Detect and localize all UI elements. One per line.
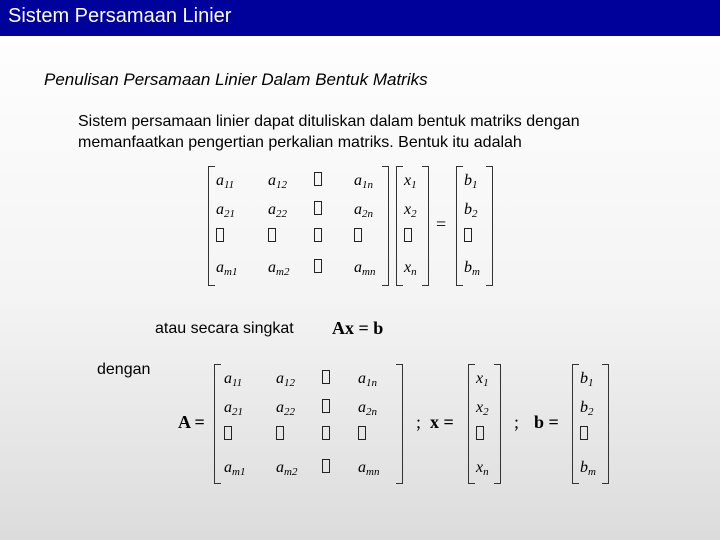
matrix-a-cell-subscript: 22 [284,406,295,418]
ellipsis-box-glyph [314,172,322,186]
matrix-a-expanded-cell-subscript: mn [362,266,376,278]
vector-b-expanded-left-bracket [456,166,463,286]
matrix-a-cell [322,459,330,477]
matrix-a-expanded-cell-subscript: m1 [224,266,238,278]
vector-x-cell-base: x [476,399,484,416]
matrix-a-expanded-cell-base: a [268,259,276,276]
matrix-a-expanded-cell-subscript: 21 [224,208,235,220]
vector-b-expanded-cell [464,201,478,220]
matrix-a-cell [322,370,330,388]
vector-x-expanded-cell-base: x [404,259,412,276]
matrix-a-cell [276,370,295,389]
matrix-a-expanded-cell-base: a [216,259,224,276]
separator-1: ; [416,412,422,432]
matrix-a-expanded-cell [314,259,322,277]
ellipsis-box-glyph [404,228,412,242]
matrix-a-cell-base: a [358,459,366,476]
vector-b-expanded-right-bracket [486,166,493,286]
short-form-label: atau secara singkat [155,320,294,337]
matrix-a-expanded-cell [216,259,237,278]
ellipsis-box-glyph [268,228,276,242]
matrix-a-expanded-left-bracket [208,166,215,286]
matrix-a-cell [276,426,284,444]
vector-b-cell [580,399,594,418]
matrix-a-expanded-cell-base: a [354,172,362,189]
vector-b-cell-base: b [580,370,588,387]
matrix-a-expanded-right-bracket [382,166,389,286]
matrix-a-cell-base: a [224,399,232,416]
matrix-a-cell [322,426,330,444]
vector-x-cell-base: x [476,459,484,476]
matrix-a-expanded-cell-base: a [354,259,362,276]
vector-x-expanded-cell-subscript: n [411,266,417,278]
ellipsis-box-glyph [216,228,224,242]
matrix-a-expanded-cell [216,228,224,246]
matrix-a-expanded-cell-subscript: m2 [276,266,290,278]
vector-x-cell-subscript: 1 [483,377,489,389]
vector-x-cell [476,426,484,444]
matrix-a-cell [276,399,295,418]
matrix-a-expanded-cell-subscript: 11 [224,179,235,191]
vector-x-expanded-cell-subscript: 2 [411,208,417,220]
ellipsis-box-glyph [314,201,322,215]
matrix-a-expanded-cell-subscript: 12 [276,179,287,191]
matrix-a-expanded-cell-base: a [268,201,276,218]
matrix-a-cell-base: a [358,399,366,416]
matrix-a-expanded-cell [268,228,276,246]
matrix-a-cell [224,399,243,418]
vector-x-expanded-cell-base: x [404,201,412,218]
vector-b-cell-base: b [580,459,588,476]
matrix-a-cell [224,426,232,444]
b-label: b = [534,412,559,432]
vector-b-expanded-cell [464,172,478,191]
matrix-a-expanded-cell-base: a [268,172,276,189]
matrix-a-cell-subscript: 1n [366,377,377,389]
matrix-a-cell-subscript: 2n [366,406,377,418]
matrix-a-expanded-cell [216,172,234,191]
matrix-a-cell-base: a [224,370,232,387]
ellipsis-box-glyph [322,370,330,384]
vector-b-cell [580,370,594,389]
ellipsis-box-glyph [224,426,232,440]
vector-b-cell [580,459,596,478]
vector-x-expanded-cell [404,259,417,278]
ellipsis-box-glyph [580,426,588,440]
vector-b-cell-subscript: 2 [588,406,594,418]
matrix-a-cell [224,370,242,389]
vector-x-left-bracket [468,364,475,484]
vector-x-cell [476,459,489,478]
matrix-a-expanded-cell-subscript: 1n [362,179,373,191]
matrix-a-left-bracket [214,364,221,484]
a-label: A = [178,412,205,432]
short-form-formula: Ax = b [332,318,384,338]
matrix-a-cell [358,370,377,389]
matrix-a-expanded-cell [354,228,362,246]
matrix-a-expanded-cell [354,172,373,191]
vector-b-right-bracket [602,364,609,484]
matrix-a-expanded-cell-subscript: 2n [362,208,373,220]
vector-b-cell-base: b [580,399,588,416]
matrix-a-cell-subscript: 12 [284,377,295,389]
vector-x-cell-subscript: n [483,466,489,478]
dengan-label: dengan [97,361,151,378]
intro-paragraph: Sistem persamaan linier dapat dituliskan dalam bentuk matriks dengan memanfaatkan pengertian perkalian matriks. Bentuk itu adalah [78,113,580,151]
vector-x-expanded-cell-subscript: 1 [411,179,417,191]
matrix-a-cell [276,459,297,478]
ellipsis-box-glyph [464,228,472,242]
vector-b-cell-subscript: m [588,466,596,478]
vector-b-expanded-cell [464,228,472,246]
matrix-a-cell [224,459,245,478]
ellipsis-box-glyph [476,426,484,440]
ellipsis-box-glyph [276,426,284,440]
vector-b-expanded-cell-base: b [464,172,472,189]
vector-b-expanded-cell-subscript: m [472,266,480,278]
ellipsis-box-glyph [322,426,330,440]
vector-x-expanded-cell [404,172,417,191]
ellipsis-box-glyph [322,459,330,473]
matrix-a-expanded-cell [354,259,375,278]
vector-b-expanded-cell-base: b [464,259,472,276]
matrix-a-expanded-cell-base: a [354,201,362,218]
section-subtitle: Penulisan Persamaan Linier Dalam Bentuk Matriks [44,70,428,89]
matrix-a-cell-base: a [276,370,284,387]
slide-title: Sistem Persamaan Linier [8,5,232,27]
vector-x-expanded-cell [404,228,412,246]
matrix-a-cell-subscript: mn [366,466,380,478]
matrix-a-cell-subscript: 21 [232,406,243,418]
matrix-a-cell-base: a [224,459,232,476]
matrix-a-right-bracket [396,364,403,484]
vector-x-right-bracket [494,364,501,484]
matrix-a-cell-base: a [276,399,284,416]
matrix-a-expanded-cell [314,201,322,219]
matrix-a-expanded-cell-base: a [216,201,224,218]
matrix-a-expanded-cell [268,201,287,220]
vector-x-expanded-left-bracket [396,166,403,286]
matrix-a-cell [358,426,366,444]
matrix-a-expanded-cell-subscript: 22 [276,208,287,220]
matrix-a-cell-subscript: 11 [232,377,243,389]
vector-b-left-bracket [572,364,579,484]
matrix-a-cell [322,399,330,417]
matrix-a-cell [358,459,379,478]
matrix-a-expanded-cell [268,172,287,191]
matrix-a-cell-base: a [358,370,366,387]
vector-x-cell-base: x [476,370,484,387]
ellipsis-box-glyph [322,399,330,413]
ellipsis-box-glyph [314,228,322,242]
vector-x-expanded-cell [404,201,417,220]
vector-b-expanded-cell-base: b [464,201,472,218]
vector-x-cell [476,399,489,418]
vector-x-cell-subscript: 2 [483,406,489,418]
matrix-a-cell [358,399,377,418]
equals-sign: = [436,214,447,234]
matrix-a-expanded-cell [216,201,235,220]
vector-x-cell [476,370,489,389]
matrix-a-expanded-cell [314,228,322,246]
matrix-a-cell-base: a [276,459,284,476]
matrix-a-cell-subscript: m1 [232,466,246,478]
ellipsis-box-glyph [314,259,322,273]
vector-x-expanded-right-bracket [422,166,429,286]
x-label: x = [430,412,454,432]
vector-b-cell [580,426,588,444]
ellipsis-box-glyph [358,426,366,440]
vector-b-cell-subscript: 1 [588,377,594,389]
separator-2: ; [514,412,520,432]
matrix-a-expanded-cell [354,201,373,220]
vector-b-expanded-cell-subscript: 1 [472,179,478,191]
title-bar [0,0,720,36]
vector-b-expanded-cell [464,259,480,278]
vector-x-expanded-cell-base: x [404,172,412,189]
ellipsis-box-glyph [354,228,362,242]
matrix-a-expanded-cell [314,172,322,190]
vector-b-expanded-cell-subscript: 2 [472,208,478,220]
matrix-a-cell-subscript: m2 [284,466,298,478]
matrix-a-expanded-cell [268,259,289,278]
matrix-a-expanded-cell-base: a [216,172,224,189]
